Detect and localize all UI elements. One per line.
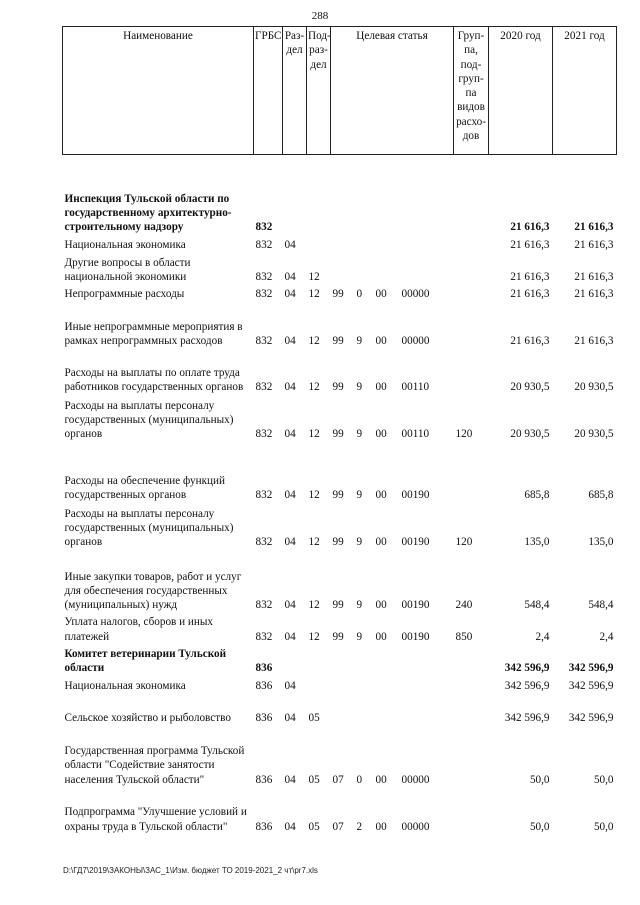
row-expense-group <box>454 789 489 836</box>
row-amount-2020: 135,0 <box>524 536 550 549</box>
table-row <box>63 695 617 727</box>
row-target-event <box>374 155 400 237</box>
row-grbs: 832 <box>255 221 273 234</box>
row-podrazdel: 12 <box>308 335 320 348</box>
row-razdel: 04 <box>284 679 296 692</box>
table-row <box>63 396 617 443</box>
row-target-subprogram <box>355 237 374 255</box>
row-amount-2020: 50,0 <box>529 773 550 786</box>
row-razdel: 04 <box>284 630 296 643</box>
row-grbs: 836 <box>255 773 273 786</box>
row-target-subprogram: 9 <box>356 335 363 348</box>
row-name: Инспекция Тульской области по государственному архитектурно-строительному надзору <box>64 192 232 234</box>
row-amount-2021: 21 616,3 <box>574 221 614 234</box>
row-amount-2020: 20 930,5 <box>510 381 550 394</box>
row-expense-group: 120 <box>455 428 473 441</box>
row-target-subprogram <box>355 678 374 695</box>
row-amount-2021: 342 596,9 <box>568 679 614 692</box>
row-name: Иные закупки товаров, работ и услуг для обеспечения государственных (муниципальных) нужд <box>64 570 242 612</box>
row-target-event <box>374 646 400 678</box>
row-amount-2021: 2,4 <box>599 630 614 643</box>
row-target-program: 99 <box>332 335 344 348</box>
row-razdel: 04 <box>284 288 296 301</box>
row-grbs: 832 <box>255 335 273 348</box>
row-amount-2021: 685,8 <box>588 489 614 502</box>
row-amount-2020: 2,4 <box>535 630 550 643</box>
budget-table <box>62 26 617 836</box>
row-name: Другие вопросы в области национальной экономики <box>64 256 191 283</box>
row-target-event: 00 <box>375 489 387 502</box>
col-header-target-article: Целевая статья <box>331 27 454 155</box>
row-target-subprogram: 0 <box>356 288 363 301</box>
row-podrazdel <box>307 237 331 255</box>
row-amount-2021: 548,4 <box>588 599 614 612</box>
row-amount-2021: 20 930,5 <box>574 381 614 394</box>
row-amount-2020: 685,8 <box>524 489 550 502</box>
row-target-subprogram <box>355 695 374 727</box>
row-target-event: 00 <box>375 288 387 301</box>
row-target-event <box>374 237 400 255</box>
row-name: Государственная программа Тульской области "Содействие занятости населения Тульской области" <box>64 744 245 786</box>
row-target-direction <box>400 155 454 237</box>
row-expense-group: 120 <box>455 536 473 549</box>
row-razdel: 04 <box>284 536 296 549</box>
row-razdel: 04 <box>284 489 296 502</box>
row-expense-group: 850 <box>455 630 473 643</box>
header-row <box>63 27 617 155</box>
col-header-2021: 2021 год <box>553 27 617 155</box>
table-row <box>63 614 617 646</box>
row-target-subprogram <box>355 155 374 237</box>
row-amount-2021: 21 616,3 <box>574 335 614 348</box>
row-amount-2021: 21 616,3 <box>574 270 614 283</box>
row-target-direction <box>400 678 454 695</box>
row-target-program: 99 <box>332 381 344 394</box>
row-target-program <box>331 695 355 727</box>
budget-table-container <box>62 26 616 836</box>
row-razdel: 04 <box>284 335 296 348</box>
row-expense-group <box>454 155 489 237</box>
row-target-event: 00 <box>375 630 387 643</box>
row-target-subprogram: 2 <box>356 820 363 833</box>
row-expense-group <box>454 350 489 396</box>
row-grbs: 832 <box>255 381 273 394</box>
row-grbs: 832 <box>255 599 273 612</box>
row-amount-2021: 20 930,5 <box>574 428 614 441</box>
row-razdel <box>283 155 307 237</box>
row-amount-2020: 21 616,3 <box>510 335 550 348</box>
row-name: Иные непрограммные мероприятия в рамках непрограммных расходов <box>64 320 243 348</box>
table-row <box>63 237 617 255</box>
row-podrazdel: 12 <box>308 381 320 394</box>
row-amount-2020: 21 616,3 <box>510 239 550 252</box>
row-expense-group <box>454 237 489 255</box>
row-razdel: 04 <box>284 773 296 786</box>
row-target-program <box>331 646 355 678</box>
row-target-direction: 00000 <box>401 820 430 833</box>
row-amount-2021: 50,0 <box>593 820 614 833</box>
row-podrazdel: 05 <box>308 773 320 786</box>
row-amount-2020: 548,4 <box>524 599 550 612</box>
row-target-direction <box>400 237 454 255</box>
row-podrazdel: 12 <box>308 288 320 301</box>
table-row <box>63 789 617 836</box>
row-expense-group <box>454 286 489 303</box>
row-amount-2020: 21 616,3 <box>510 270 550 283</box>
row-target-subprogram <box>355 646 374 678</box>
row-target-program <box>331 155 355 237</box>
row-target-direction: 00190 <box>401 630 430 643</box>
table-row <box>63 286 617 303</box>
col-header-grbs: ГРБС <box>254 27 283 155</box>
row-target-direction: 00190 <box>401 599 430 612</box>
table-body <box>63 155 617 836</box>
row-podrazdel: 05 <box>308 820 320 833</box>
row-amount-2021: 21 616,3 <box>574 239 614 252</box>
row-podrazdel: 12 <box>308 599 320 612</box>
col-header-razdel: Раз-дел <box>283 27 307 155</box>
row-target-program: 99 <box>332 630 344 643</box>
row-grbs: 836 <box>255 679 273 692</box>
row-target-program: 99 <box>332 536 344 549</box>
row-expense-group <box>454 303 489 350</box>
row-target-subprogram: 9 <box>356 381 363 394</box>
row-target-event <box>374 695 400 727</box>
row-name: Подпрограмма "Улучшение условий и охраны труда в Тульской области" <box>64 806 247 833</box>
file-path-footer: D:\ГД7\2019\ЗАКОНЫ\ЗАС_1\Изм. бюджет ТО 2019-2021_2 чт\pr7.xls <box>63 866 318 875</box>
row-target-direction: 00000 <box>401 773 430 786</box>
table-row <box>63 551 617 614</box>
row-target-program: 99 <box>332 288 344 301</box>
row-amount-2020: 342 596,9 <box>504 711 550 724</box>
row-name: Расходы на обеспечение функций государственных органов <box>64 474 225 502</box>
row-target-program: 07 <box>332 820 344 833</box>
row-target-direction: 00110 <box>401 428 430 441</box>
row-expense-group: 240 <box>455 599 473 612</box>
row-expense-group <box>454 255 489 287</box>
row-name: Сельское хозяйство и рыболовство <box>64 711 231 724</box>
row-amount-2020: 50,0 <box>529 820 550 833</box>
row-grbs: 832 <box>255 288 273 301</box>
row-target-direction: 00190 <box>401 489 430 502</box>
row-target-event: 00 <box>375 335 387 348</box>
row-expense-group <box>454 678 489 695</box>
row-target-subprogram <box>355 255 374 287</box>
row-target-subprogram: 9 <box>356 536 363 549</box>
table-row <box>63 727 617 789</box>
row-target-event: 00 <box>375 773 387 786</box>
row-amount-2021: 21 616,3 <box>574 288 614 301</box>
row-target-program: 99 <box>332 428 344 441</box>
row-grbs: 832 <box>255 428 273 441</box>
row-target-subprogram: 9 <box>356 630 363 643</box>
row-expense-group <box>454 443 489 504</box>
row-podrazdel: 05 <box>308 711 320 724</box>
row-name: Уплата налогов, сборов и иных платежей <box>64 616 214 643</box>
row-name: Расходы на выплаты персоналу государственных (муниципальных) органов <box>64 399 234 441</box>
row-target-direction <box>400 255 454 287</box>
row-target-direction: 00110 <box>401 381 430 394</box>
row-podrazdel: 12 <box>308 489 320 502</box>
row-target-direction <box>400 646 454 678</box>
row-razdel: 04 <box>284 239 296 252</box>
row-target-direction: 00000 <box>401 288 430 301</box>
row-podrazdel: 12 <box>308 630 320 643</box>
row-amount-2020: 21 616,3 <box>510 288 550 301</box>
row-target-event <box>374 678 400 695</box>
row-amount-2020: 342 596,9 <box>504 662 550 675</box>
row-name: Непрограммные расходы <box>64 288 185 301</box>
row-target-event: 00 <box>375 428 387 441</box>
row-podrazdel <box>307 678 331 695</box>
row-amount-2021: 342 596,9 <box>568 662 614 675</box>
table-row <box>63 646 617 678</box>
row-target-subprogram: 9 <box>356 428 363 441</box>
table-row <box>63 303 617 350</box>
row-amount-2021: 50,0 <box>593 773 614 786</box>
row-expense-group <box>454 727 489 789</box>
row-target-event: 00 <box>375 599 387 612</box>
row-podrazdel: 12 <box>308 428 320 441</box>
row-podrazdel: 12 <box>308 270 320 283</box>
row-target-direction <box>400 695 454 727</box>
row-grbs: 836 <box>255 820 273 833</box>
row-podrazdel <box>307 155 331 237</box>
row-grbs: 832 <box>255 489 273 502</box>
row-target-event: 00 <box>375 381 387 394</box>
table-row <box>63 504 617 551</box>
row-target-direction: 00190 <box>401 536 430 549</box>
row-grbs: 832 <box>255 270 273 283</box>
row-grbs: 836 <box>255 662 273 675</box>
table-row <box>63 255 617 287</box>
row-razdel: 04 <box>284 270 296 283</box>
row-name: Комитет ветеринарии Тульской области <box>64 647 227 675</box>
table-row <box>63 678 617 695</box>
row-grbs: 832 <box>255 630 273 643</box>
row-target-program: 07 <box>332 773 344 786</box>
row-target-subprogram: 9 <box>356 489 363 502</box>
row-name: Национальная экономика <box>64 239 186 252</box>
row-target-program <box>331 678 355 695</box>
row-target-direction: 00000 <box>401 335 430 348</box>
row-razdel: 04 <box>284 599 296 612</box>
row-razdel <box>283 646 307 678</box>
row-target-program <box>331 255 355 287</box>
row-grbs: 832 <box>255 239 273 252</box>
col-header-podrazdel: Под-раз-дел <box>307 27 331 155</box>
row-target-program <box>331 237 355 255</box>
row-podrazdel <box>307 646 331 678</box>
row-target-event: 00 <box>375 820 387 833</box>
row-target-subprogram: 9 <box>356 599 363 612</box>
row-amount-2020: 342 596,9 <box>504 679 550 692</box>
row-name: Расходы на выплаты персоналу государственных (муниципальных) органов <box>64 507 234 549</box>
row-name: Расходы на выплаты по оплате труда работников государственных органов <box>64 366 244 394</box>
row-name: Национальная экономика <box>64 679 186 692</box>
row-razdel: 04 <box>284 711 296 724</box>
col-header-name: Наименование <box>63 27 254 155</box>
row-target-program: 99 <box>332 489 344 502</box>
row-amount-2020: 21 616,3 <box>510 221 550 234</box>
row-expense-group <box>454 695 489 727</box>
row-amount-2021: 135,0 <box>588 536 614 549</box>
row-expense-group <box>454 646 489 678</box>
row-grbs: 836 <box>255 711 273 724</box>
row-amount-2021: 342 596,9 <box>568 711 614 724</box>
table-row <box>63 350 617 396</box>
row-grbs: 832 <box>255 536 273 549</box>
page-number: 288 <box>311 10 329 22</box>
col-header-expense-group: Груп-па, под-груп-па видов расхо-дов <box>454 27 489 155</box>
row-target-event <box>374 255 400 287</box>
row-podrazdel: 12 <box>308 536 320 549</box>
row-target-subprogram: 0 <box>356 773 363 786</box>
row-razdel: 04 <box>284 820 296 833</box>
col-header-2020: 2020 год <box>489 27 553 155</box>
row-razdel: 04 <box>284 381 296 394</box>
row-razdel: 04 <box>284 428 296 441</box>
table-row <box>63 155 617 237</box>
table-row <box>63 443 617 504</box>
row-amount-2020: 20 930,5 <box>510 428 550 441</box>
row-target-program: 99 <box>332 599 344 612</box>
row-target-event: 00 <box>375 536 387 549</box>
